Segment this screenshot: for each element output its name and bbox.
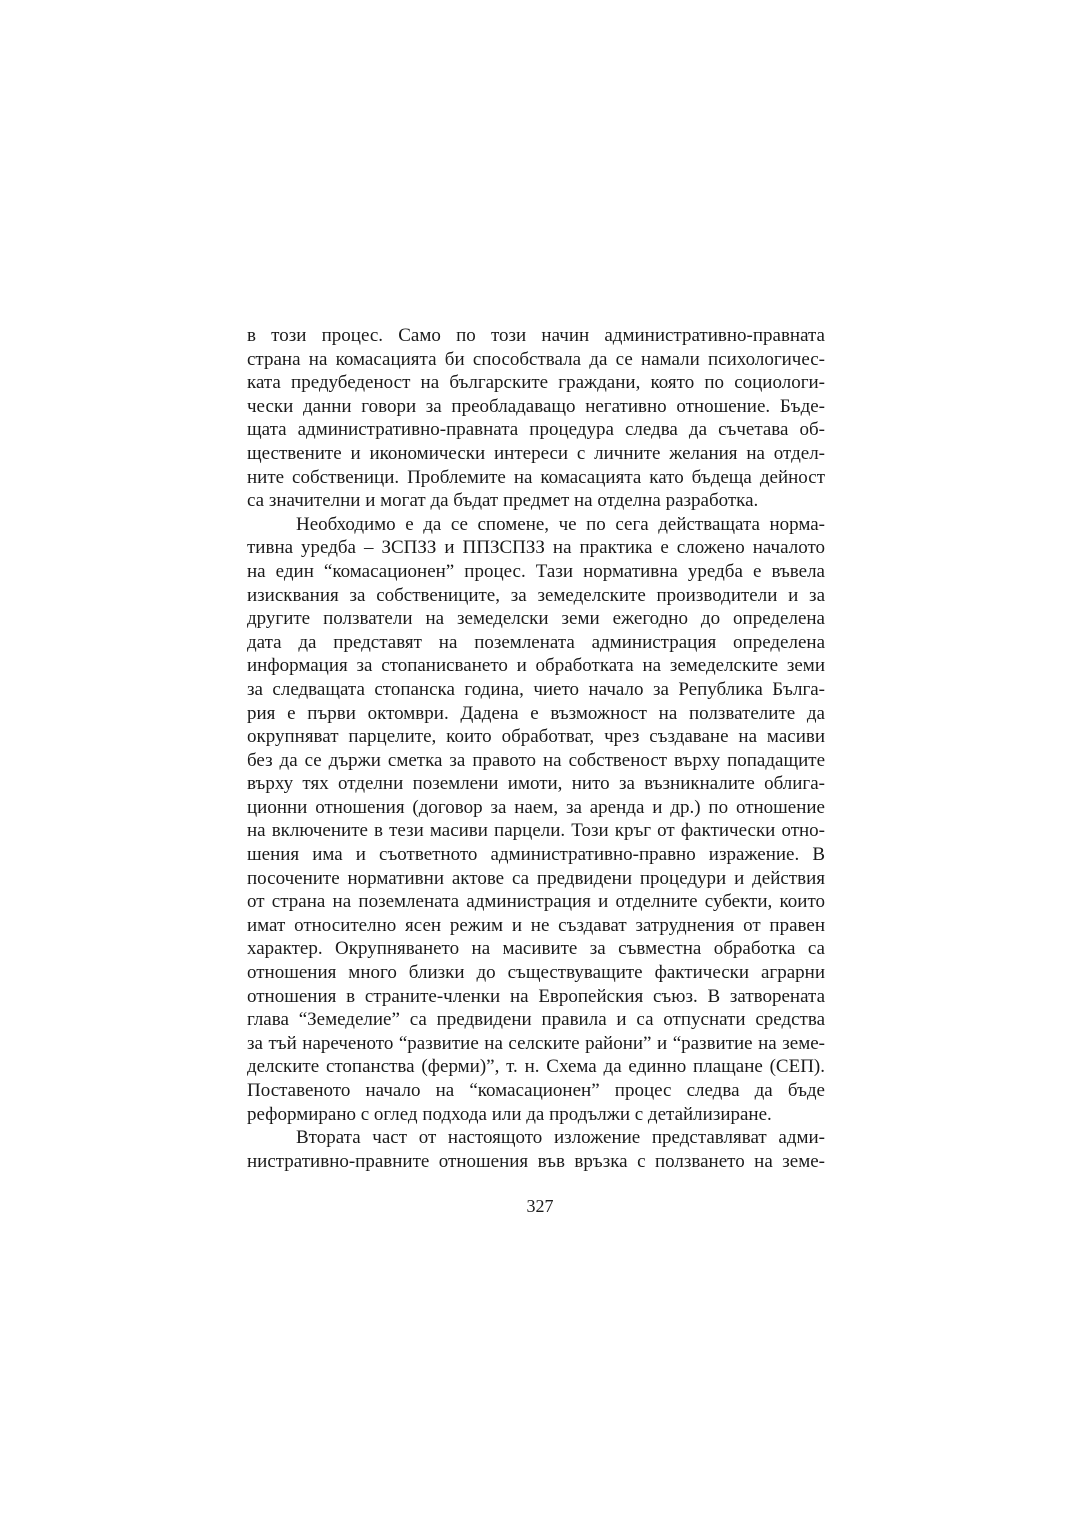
text-line: отношения много близки до съществуващите фактически аграрни <box>247 962 825 984</box>
text-line: от страна на поземлената администрация и отделните субекти, които <box>247 891 825 913</box>
text-line: ката предубеденост на българските граждани, която по социологи- <box>247 372 825 394</box>
text-line: ните собственици. Проблемите на комасацията като бъдеща дейност <box>247 466 825 488</box>
text-line: ществените и икономически интереси с личните желания на отдел- <box>247 442 825 464</box>
text-line: щата административно-правната процедура следва да съчетава об- <box>247 419 825 441</box>
text-line: реформирано с оглед подхода или да продължи с детайлизиране. <box>247 1103 772 1125</box>
text-line: Втората част от настоящото изложение представляват адми- <box>296 1127 825 1149</box>
text-line: са значителни и могат да бъдат предмет на отделна разработка. <box>247 490 759 512</box>
text-line: рия е първи октомври. Дадена е възможност на ползвателите да <box>247 702 825 724</box>
text-line: изисквания за собствениците, за земеделските производители и за <box>247 584 825 606</box>
text-line: имат относително ясен режим и не създават затруднения от правен <box>247 914 825 936</box>
text-line: другите ползватели на земеделски земи ежегодно до определена <box>247 608 825 630</box>
text-line: чески данни говори за преобладаващо негативно отношение. Бъде- <box>247 395 825 417</box>
text-line: окрупняват парцелите, които обработват, чрез създаване на масиви <box>247 726 825 748</box>
text-line: на един “комасационен” процес. Тази нормативна уредба е въвела <box>247 560 825 582</box>
text-line: ционни отношения (договор за наем, за аренда и др.) по отношение <box>247 796 825 818</box>
text-line: шения има и съответното административно-правно изражение. В <box>247 844 825 866</box>
text-line: информация за стопанисването и обработката на земеделските земи <box>247 655 825 677</box>
text-line: посочените нормативни актове са предвидени процедури и действия <box>247 867 825 889</box>
text-line: глава “Земеделие” са предвидени правила и са отпуснати средства <box>247 1009 825 1031</box>
text-line: в този процес. Само по този начин административно-правната <box>247 325 825 346</box>
text-line: Поставеното начало на “комасационен” процес следва да бъде <box>247 1080 825 1101</box>
text-line: без да се държи сметка за правото на собственост върху попадащите <box>247 749 825 771</box>
text-line: върху тях отделни поземлени имоти, нито за възникналите облига- <box>247 773 825 795</box>
text-line: делските стопанства (ферми)”, т. н. Схема да единно плащане (СЕП). <box>247 1056 825 1078</box>
text-line: нистративно-правните отношения във връзка с ползването на земе- <box>247 1150 825 1172</box>
text-line: тивна уредба – ЗСПЗЗ и ППЗСПЗЗ на практика е сложено началото <box>247 537 825 559</box>
text-line: за тъй нареченото “развитие на селските райони” и “развитие на земе- <box>247 1032 825 1054</box>
text-line: Необходимо е да се спомене, че по сега действащата норма- <box>296 513 825 535</box>
body-text <box>247 324 825 1173</box>
text-line: страна на комасацията би способствала да се намали психологичес- <box>247 348 825 370</box>
text-line: за следващата стопанска година, чието начало за Република Бълга- <box>247 678 825 700</box>
text-line: дата да представят на поземлената администрация определена <box>247 631 825 653</box>
text-line: отношения в страните-членки на Европейския съюз. В затворената <box>247 985 825 1007</box>
text-line: характер. Окрупняването на масивите за съвместна обработка са <box>247 938 825 960</box>
text-line: на включените в тези масиви парцели. Този кръг от фактически отно- <box>247 820 825 842</box>
page-number: 327 <box>526 1196 554 1216</box>
